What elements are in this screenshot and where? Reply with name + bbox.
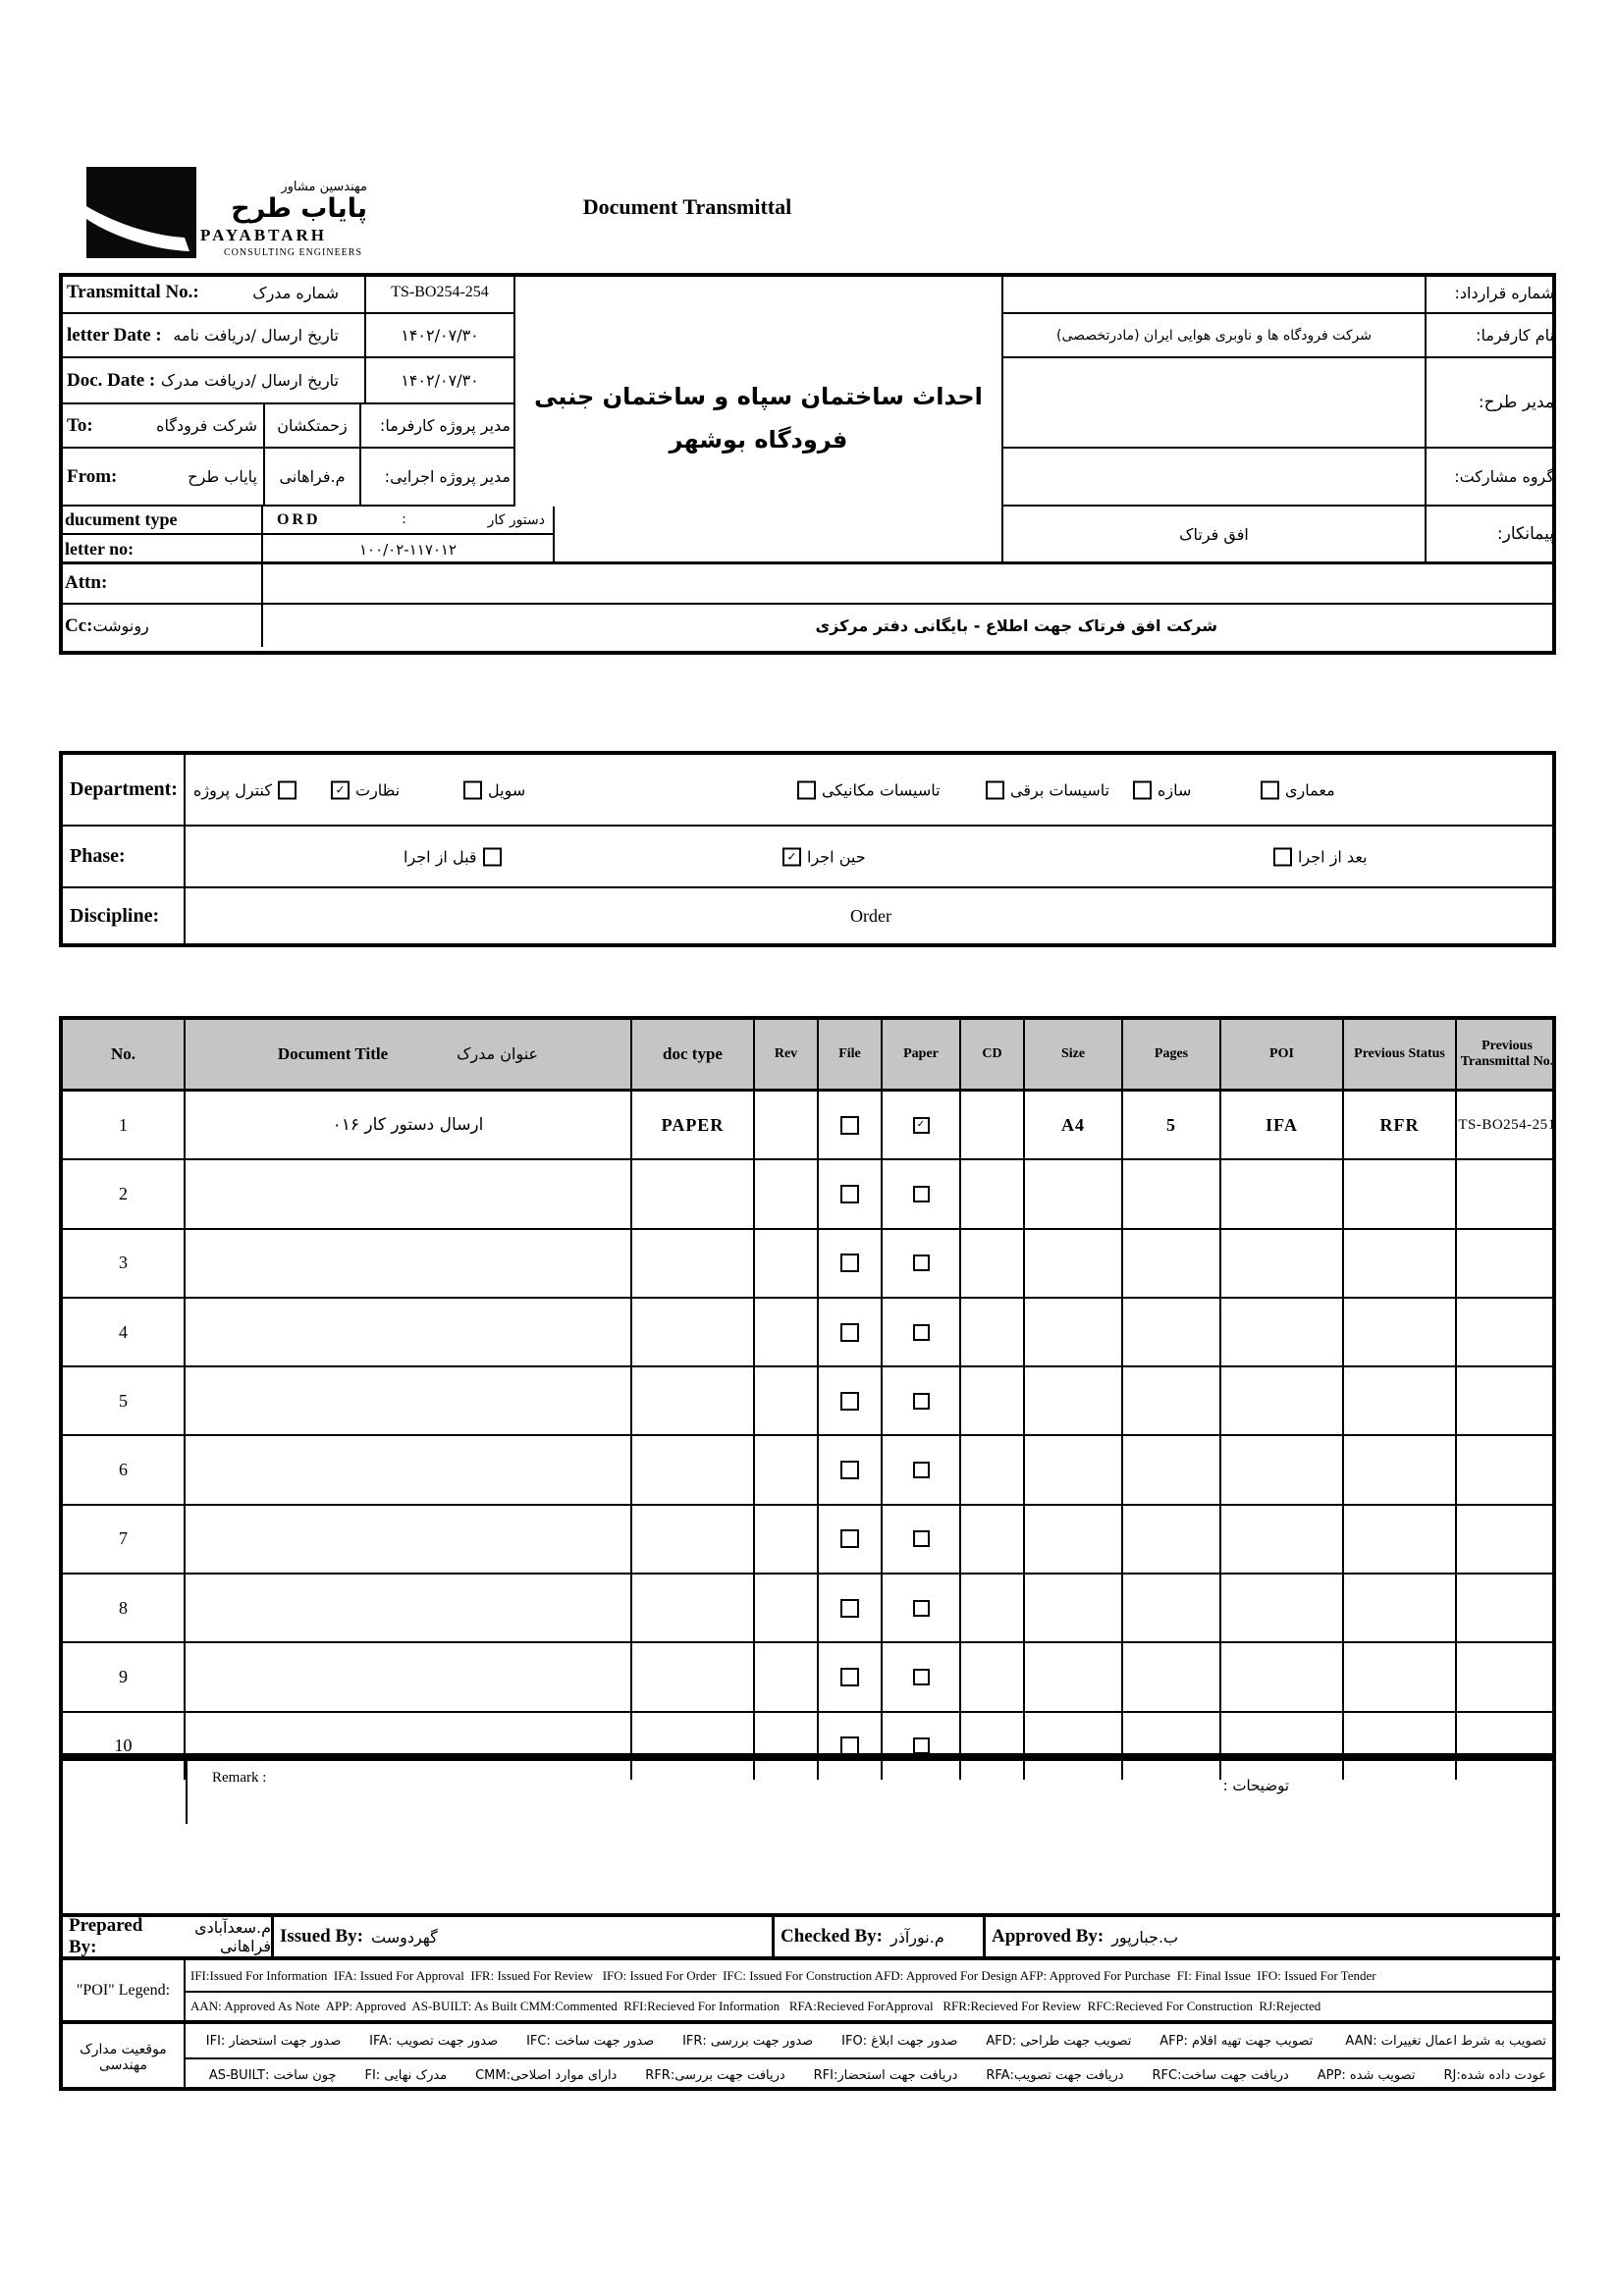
- phase-checkbox-group: [186, 827, 1556, 888]
- from-label: From:: [67, 465, 118, 487]
- table-row: [63, 1299, 1552, 1367]
- file-checkbox[interactable]: [840, 1736, 859, 1755]
- row-cd: [961, 1506, 1025, 1573]
- table-row: [63, 1506, 1552, 1575]
- file-checkbox[interactable]: [840, 1461, 859, 1479]
- checkbox-label: نظارت: [355, 780, 401, 799]
- checkbox-icon[interactable]: [1273, 847, 1292, 866]
- paper-checkbox[interactable]: [913, 1117, 930, 1134]
- row-rev: [755, 1092, 819, 1158]
- row-doctype: [632, 1160, 755, 1227]
- signature-row: [63, 1913, 1560, 1960]
- row-doctype: [632, 1506, 755, 1573]
- checkbox-icon[interactable]: [483, 847, 502, 866]
- checkbox-icon[interactable]: [986, 780, 1004, 799]
- row-cd: [961, 1643, 1025, 1710]
- row-cd: [961, 1436, 1025, 1503]
- project-title-line1: احداث ساختمان سپاه و ساختمان جنبی: [534, 383, 983, 410]
- row-rev: [755, 1436, 819, 1503]
- doc-date-value: ۱۴۰۲/۰۷/۳۰: [366, 358, 515, 404]
- checkbox-icon[interactable]: [782, 847, 801, 866]
- department-checkbox-item[interactable]: [1133, 780, 1191, 799]
- department-checkbox-item[interactable]: [463, 780, 525, 799]
- row-title: [186, 1230, 632, 1297]
- row-cd: [961, 1160, 1025, 1227]
- row-file-cell: [819, 1230, 883, 1297]
- row-doctype: [632, 1436, 755, 1503]
- paper-checkbox[interactable]: [913, 1737, 930, 1754]
- prepared-by-label: Prepared By:: [69, 1917, 143, 1956]
- row-size: [1025, 1299, 1123, 1365]
- to-role: مدیر پروژه کارفرما:: [361, 404, 515, 449]
- row-pages: [1123, 1575, 1221, 1641]
- row-cd: [961, 1367, 1025, 1434]
- row-pages: [1123, 1436, 1221, 1503]
- row-title: [186, 1436, 632, 1503]
- row-poi: [1221, 1575, 1344, 1641]
- col-header-no: No.: [63, 1020, 186, 1089]
- row-no: 7: [63, 1506, 186, 1573]
- row-prev-status: [1344, 1506, 1457, 1573]
- file-checkbox[interactable]: [840, 1529, 859, 1548]
- to-label: To:: [67, 414, 93, 436]
- row-pages: [1123, 1160, 1221, 1227]
- discipline-value: Order: [850, 905, 891, 926]
- row-prev-status: [1344, 1643, 1457, 1710]
- transmittal-info-table: [59, 273, 1556, 655]
- checkbox-label: سویل: [488, 780, 526, 799]
- transmittal-no-label: Transmittal No.:: [67, 282, 199, 302]
- letter-no-label: letter no:: [65, 539, 135, 559]
- department-checkbox-item[interactable]: [331, 780, 400, 799]
- row-title: [186, 1367, 632, 1434]
- phase-checkbox-item[interactable]: [1273, 847, 1368, 866]
- row-pages: [1123, 1506, 1221, 1573]
- table-row: [63, 1436, 1552, 1505]
- paper-checkbox[interactable]: [913, 1186, 930, 1202]
- file-checkbox[interactable]: [840, 1599, 859, 1618]
- row-rev: [755, 1643, 819, 1710]
- logo-swoosh-icon: [86, 167, 196, 258]
- letter-no-value: ۱۰۰/۰۲-۱۱۷۰۱۲: [263, 535, 555, 563]
- doc-type-value-cell: [263, 507, 555, 535]
- row-prev-transmittal: [1457, 1643, 1557, 1710]
- checkbox-icon[interactable]: [1261, 780, 1279, 799]
- row-pages: [1123, 1230, 1221, 1297]
- attn-label: Attn:: [65, 572, 108, 593]
- checkbox-label: تاسیسات مکانیکی: [822, 780, 941, 799]
- doc-type-colon: :: [402, 511, 406, 527]
- row-prev-transmittal: [1457, 1230, 1557, 1297]
- file-checkbox[interactable]: [840, 1323, 859, 1342]
- table-row: [63, 1092, 1556, 1160]
- jv-label: گروه مشارکت:: [1427, 449, 1556, 507]
- checked-by-cell: [775, 1917, 986, 1956]
- row-title: [186, 1643, 632, 1710]
- row-doctype: [632, 1299, 755, 1365]
- row-prev-status: [1344, 1436, 1457, 1503]
- row-prev-status: [1344, 1230, 1457, 1297]
- row-prev-transmittal: [1457, 1575, 1557, 1641]
- checkbox-label: تاسیسات برقی: [1010, 780, 1110, 799]
- row-no: 9: [63, 1643, 186, 1710]
- checked-by-label: Checked By:: [781, 1926, 883, 1947]
- letter-date-label-cell: [59, 314, 366, 358]
- approved-by-label: Approved By:: [992, 1926, 1104, 1947]
- paper-checkbox[interactable]: [913, 1600, 930, 1617]
- row-file-cell: [819, 1575, 883, 1641]
- row-prev-transmittal: [1457, 1367, 1557, 1434]
- col-header-title-en: Document Title: [277, 1044, 389, 1064]
- row-poi: [1221, 1160, 1344, 1227]
- issued-by-cell: [274, 1917, 775, 1956]
- col-header-title-fa: عنوان مدرک: [457, 1043, 539, 1063]
- col-header-poi: POI: [1221, 1020, 1344, 1089]
- remark-label-fa: توضیحات :: [1222, 1777, 1289, 1794]
- row-poi: [1221, 1643, 1344, 1710]
- transmittal-no-value: TS-BO254-254: [366, 273, 515, 314]
- issued-by-name: گهردوست: [371, 1927, 438, 1947]
- department-checkbox-item[interactable]: [193, 780, 296, 799]
- paper-checkbox[interactable]: [913, 1530, 930, 1547]
- checkbox-label: حین اجرا: [807, 847, 866, 866]
- contractor-value: افق فرتاک: [1001, 507, 1427, 561]
- row-pages: 5: [1123, 1092, 1221, 1158]
- row-paper-cell: [883, 1436, 961, 1503]
- col-header-prev-transmittal: Previous Transmittal No.: [1460, 1038, 1554, 1069]
- company-logo: [86, 167, 196, 258]
- table-header-row: [63, 1020, 1552, 1092]
- checkbox-icon[interactable]: [1133, 780, 1152, 799]
- row-paper-cell: [883, 1643, 961, 1710]
- design-manager-value: [1001, 358, 1427, 449]
- col-header-rev: Rev: [755, 1020, 819, 1089]
- poi-legend: [63, 1960, 1560, 2091]
- doc-date-label: Doc. Date :: [67, 369, 156, 391]
- attn-label-cell: [59, 563, 263, 605]
- row-paper-cell: [883, 1160, 961, 1227]
- project-title: [515, 273, 1001, 563]
- letter-date-label-fa: تاریخ ارسال /دریافت نامه: [173, 326, 339, 345]
- to-value: شرکت فرودگاه: [156, 416, 257, 435]
- doc-date-label-fa: تاریخ ارسال /دریافت مدرک: [160, 371, 339, 390]
- row-cd: [961, 1575, 1025, 1641]
- issued-by-label: Issued By:: [280, 1926, 363, 1947]
- row-no: 4: [63, 1299, 186, 1365]
- row-size: [1025, 1436, 1123, 1503]
- row-rev: [755, 1367, 819, 1434]
- row-file-cell: [819, 1436, 883, 1503]
- page-title: Document Transmittal: [582, 194, 792, 219]
- checked-by-name: م.نورآذر: [889, 1927, 944, 1947]
- paper-checkbox[interactable]: [913, 1324, 930, 1341]
- checkbox-icon[interactable]: [278, 780, 296, 799]
- contractor-label: پیمانکار:: [1496, 524, 1554, 544]
- row-prev-transmittal: [1457, 1160, 1557, 1227]
- row-cd: [961, 1230, 1025, 1297]
- col-header-size: Size: [1025, 1020, 1123, 1089]
- from-cell: [59, 449, 265, 507]
- divider-line: [186, 1761, 188, 1824]
- prepared-by-cell: [63, 1917, 274, 1956]
- row-poi: [1221, 1436, 1344, 1503]
- checkbox-icon[interactable]: [463, 780, 482, 799]
- checkbox-label: سازه: [1158, 780, 1192, 799]
- document-list-table: [59, 1016, 1556, 1757]
- row-no: 5: [63, 1367, 186, 1434]
- table-row: [63, 1575, 1552, 1643]
- approved-by-name: ب.جبارپور: [1111, 1927, 1179, 1947]
- row-doctype: [632, 1575, 755, 1641]
- row-title: ارسال دستور کار ۰۱۶: [186, 1092, 632, 1158]
- row-title: [186, 1575, 632, 1641]
- department-checkbox-group: [186, 755, 1556, 827]
- client-label: نام کارفرما:: [1427, 314, 1556, 358]
- row-size: [1025, 1160, 1123, 1227]
- row-file-cell: [819, 1506, 883, 1573]
- table-row: [63, 1643, 1552, 1712]
- transmittal-no-label-cell: [59, 273, 366, 314]
- row-poi: [1221, 1367, 1344, 1434]
- file-checkbox[interactable]: [840, 1116, 859, 1135]
- row-no: 2: [63, 1160, 186, 1227]
- row-size: [1025, 1367, 1123, 1434]
- row-paper-cell: [883, 1506, 961, 1573]
- col-header-cd: CD: [961, 1020, 1025, 1089]
- remark-label: Remark :: [212, 1770, 267, 1786]
- file-checkbox[interactable]: [840, 1254, 859, 1272]
- row-doctype: PAPER: [632, 1092, 755, 1158]
- poi-legend-fa-line2: عودت داده شده:RJ تصویب شده :APP دریافت جهت ساخت:RFC دریافت جهت تصویب:RFA دریافت جهت استحضار:RFI دریافت جهت بررسی:RFR دارای موارد اصلاحی:CMM مدرک نهایی :FI چون ساخت :AS-BUILT: [208, 2067, 1546, 2083]
- row-rev: [755, 1575, 819, 1641]
- attn-value: [263, 563, 1556, 605]
- row-pages: [1123, 1299, 1221, 1365]
- row-prev-status: [1344, 1299, 1457, 1365]
- row-rev: [755, 1299, 819, 1365]
- row-size: [1025, 1506, 1123, 1573]
- row-file-cell: [819, 1160, 883, 1227]
- row-prev-transmittal: [1457, 1436, 1557, 1503]
- checkbox-label: معماری: [1285, 780, 1335, 799]
- row-prev-status: [1344, 1160, 1457, 1227]
- row-prev-transmittal: TS-BO254-251: [1458, 1116, 1556, 1133]
- row-prev-status: [1344, 1367, 1457, 1434]
- cc-value: شرکت افق فرتاک جهت اطلاع - بایگانی دفتر مرکزی: [815, 616, 1217, 635]
- row-doctype: [632, 1230, 755, 1297]
- table-row: [63, 1230, 1552, 1299]
- row-poi: [1221, 1299, 1344, 1365]
- doc-date-label-cell: [59, 358, 366, 404]
- table-body: [63, 1092, 1556, 1780]
- col-header-prev-status: Previous Status: [1344, 1020, 1457, 1089]
- row-title: [186, 1299, 632, 1365]
- row-title: [186, 1506, 632, 1573]
- row-prev-status: [1344, 1575, 1457, 1641]
- row-prev-transmittal: [1457, 1506, 1557, 1573]
- paper-checkbox[interactable]: [913, 1462, 930, 1478]
- row-pages: [1123, 1643, 1221, 1710]
- row-doctype: [632, 1643, 755, 1710]
- row-paper-cell: [883, 1299, 961, 1365]
- brand-sub: CONSULTING ENGINEERS: [224, 246, 363, 258]
- col-header-title: [186, 1020, 632, 1089]
- discipline-label: Discipline:: [63, 888, 186, 943]
- row-paper-cell: [883, 1230, 961, 1297]
- col-header-file: File: [819, 1020, 883, 1089]
- row-cd: [961, 1092, 1025, 1158]
- file-checkbox[interactable]: [840, 1185, 859, 1203]
- row-cd: [961, 1299, 1025, 1365]
- col-header-paper: Paper: [883, 1020, 961, 1089]
- approved-by-cell: [986, 1917, 1560, 1956]
- checkbox-label: بعد از اجرا: [1298, 847, 1368, 866]
- row-no: 3: [63, 1230, 186, 1297]
- letter-date-label: letter Date :: [67, 324, 162, 346]
- row-rev: [755, 1230, 819, 1297]
- from-value: پایاب طرح: [188, 467, 257, 486]
- row-pages: [1123, 1367, 1221, 1434]
- row-file-cell: [819, 1299, 883, 1365]
- paper-checkbox[interactable]: [913, 1669, 930, 1685]
- brand-block: [200, 180, 367, 258]
- brand-fa-small: مهندسین مشاور: [281, 180, 367, 194]
- divider-line: [59, 561, 1556, 564]
- row-size: [1025, 1230, 1123, 1297]
- brand-fa: پایاب طرح: [231, 193, 367, 224]
- table-row: [63, 1160, 1552, 1229]
- checkbox-label: قبل از اجرا: [404, 847, 477, 866]
- jv-value: [1001, 449, 1427, 507]
- table-row: [63, 1367, 1552, 1436]
- row-no: 10: [63, 1713, 186, 1780]
- row-no: 1: [63, 1092, 186, 1158]
- row-prev-transmittal: [1457, 1299, 1557, 1365]
- row-no: 8: [63, 1575, 186, 1641]
- brand-en: PAYABTARH: [200, 225, 328, 244]
- checkbox-icon[interactable]: [797, 780, 816, 799]
- doc-type-label-cell: [59, 507, 263, 535]
- row-poi: [1221, 1506, 1344, 1573]
- paper-checkbox[interactable]: [913, 1393, 930, 1410]
- transmittal-no-label-fa: شماره مدرک: [252, 283, 339, 302]
- letter-date-value: ۱۴۰۲/۰۷/۳۰: [366, 314, 515, 358]
- paper-checkbox[interactable]: [913, 1255, 930, 1271]
- to-cell: [59, 404, 265, 449]
- row-poi: IFA: [1221, 1092, 1344, 1158]
- poi-legend-en-line1: IFI:Issued For Information IFA: Issued For Approval IFR: Issued For Review IFO: Issued For Order IFC: Issued For Construction AFD: Approved For Design AFP: Approved For Purchase FI: Final Issue IFO: Issued For Tender: [186, 1960, 1556, 1993]
- doc-type-code: ORD: [277, 510, 321, 528]
- col-header-pages: Pages: [1123, 1020, 1221, 1089]
- poi-legend-en-line2: AAN: Approved As Note APP: Approved AS-BUILT: As Built CMM:Commented RFI:Recieved For Information RFA:Recieved ForApproval RFR:Recieved For Review RFC:Recieved For Construction RJ:Rejected: [186, 1993, 1556, 2024]
- department-checkbox-item[interactable]: [1261, 780, 1335, 799]
- department-checkbox-item[interactable]: [797, 780, 941, 799]
- doc-type-label: ducument type: [65, 509, 178, 529]
- row-doctype: [632, 1367, 755, 1434]
- contract-no-value: [1001, 273, 1427, 314]
- row-rev: [755, 1160, 819, 1227]
- row-poi: [1221, 1230, 1344, 1297]
- client-value: شرکت فرودگاه ها و ناوبری هوایی ایران (مادرتخصصی): [1001, 314, 1427, 358]
- cc-label-cell: [59, 605, 263, 647]
- row-prev-status: RFR: [1344, 1092, 1457, 1158]
- footer-block: [59, 1757, 1556, 2091]
- row-paper-cell: [883, 1367, 961, 1434]
- to-person: زحمتکشان: [265, 404, 361, 449]
- file-checkbox[interactable]: [840, 1392, 859, 1411]
- row-no: 6: [63, 1436, 186, 1503]
- row-paper-cell: [883, 1575, 961, 1641]
- cc-label: Cc:: [65, 614, 93, 636]
- classification-table: [59, 751, 1556, 947]
- letter-no-label-cell: [59, 535, 263, 563]
- doc-status-label-fa: موقعیت مدارک مهندسی: [63, 2024, 186, 2091]
- row-paper-cell: [883, 1092, 961, 1158]
- poi-legend-label: "POI" Legend:: [63, 1960, 186, 2024]
- phase-checkbox-item[interactable]: [782, 847, 866, 866]
- contract-no-label: شماره قرارداد:: [1427, 273, 1556, 314]
- row-file-cell: [819, 1367, 883, 1434]
- poi-legend-fa-line1: تصویب به شرط اعمال تغییرات :AAN تصویب جهت تهیه اقلام :AFP تصویب جهت طراحی :AFD صدور جهت ابلاغ :IFO صدور جهت بررسی :IFR صدور جهت ساخت :IFC صدور جهت تصویب :IFA صدور جهت استحضار :IFI: [186, 2024, 1556, 2059]
- row-size: A4: [1025, 1092, 1123, 1158]
- project-title-line2: فرودگاه بوشهر: [669, 426, 848, 454]
- phase-label: Phase:: [63, 827, 186, 888]
- row-title: [186, 1160, 632, 1227]
- prepared-by-name: م.سعدآبادی فراهانی: [194, 1918, 271, 1955]
- doc-type-fa: دستور کار: [487, 511, 545, 528]
- row-file-cell: [819, 1092, 883, 1158]
- checkbox-label: کنترل پروژه: [193, 780, 272, 799]
- col-header-doctype: doc type: [632, 1020, 755, 1089]
- cc-label-fa: رونوشت: [92, 616, 149, 635]
- department-label: Department:: [63, 755, 186, 827]
- from-role: مدیر پروژه اجرایی:: [361, 449, 515, 507]
- file-checkbox[interactable]: [840, 1668, 859, 1686]
- from-person: م.فراهانی: [265, 449, 361, 507]
- checkbox-icon[interactable]: [331, 780, 350, 799]
- department-checkbox-item[interactable]: [986, 780, 1109, 799]
- row-file-cell: [819, 1643, 883, 1710]
- row-size: [1025, 1575, 1123, 1641]
- design-manager-label: مدیر طرح:: [1427, 358, 1556, 449]
- row-size: [1025, 1643, 1123, 1710]
- row-rev: [755, 1506, 819, 1573]
- phase-checkbox-item[interactable]: [404, 847, 502, 866]
